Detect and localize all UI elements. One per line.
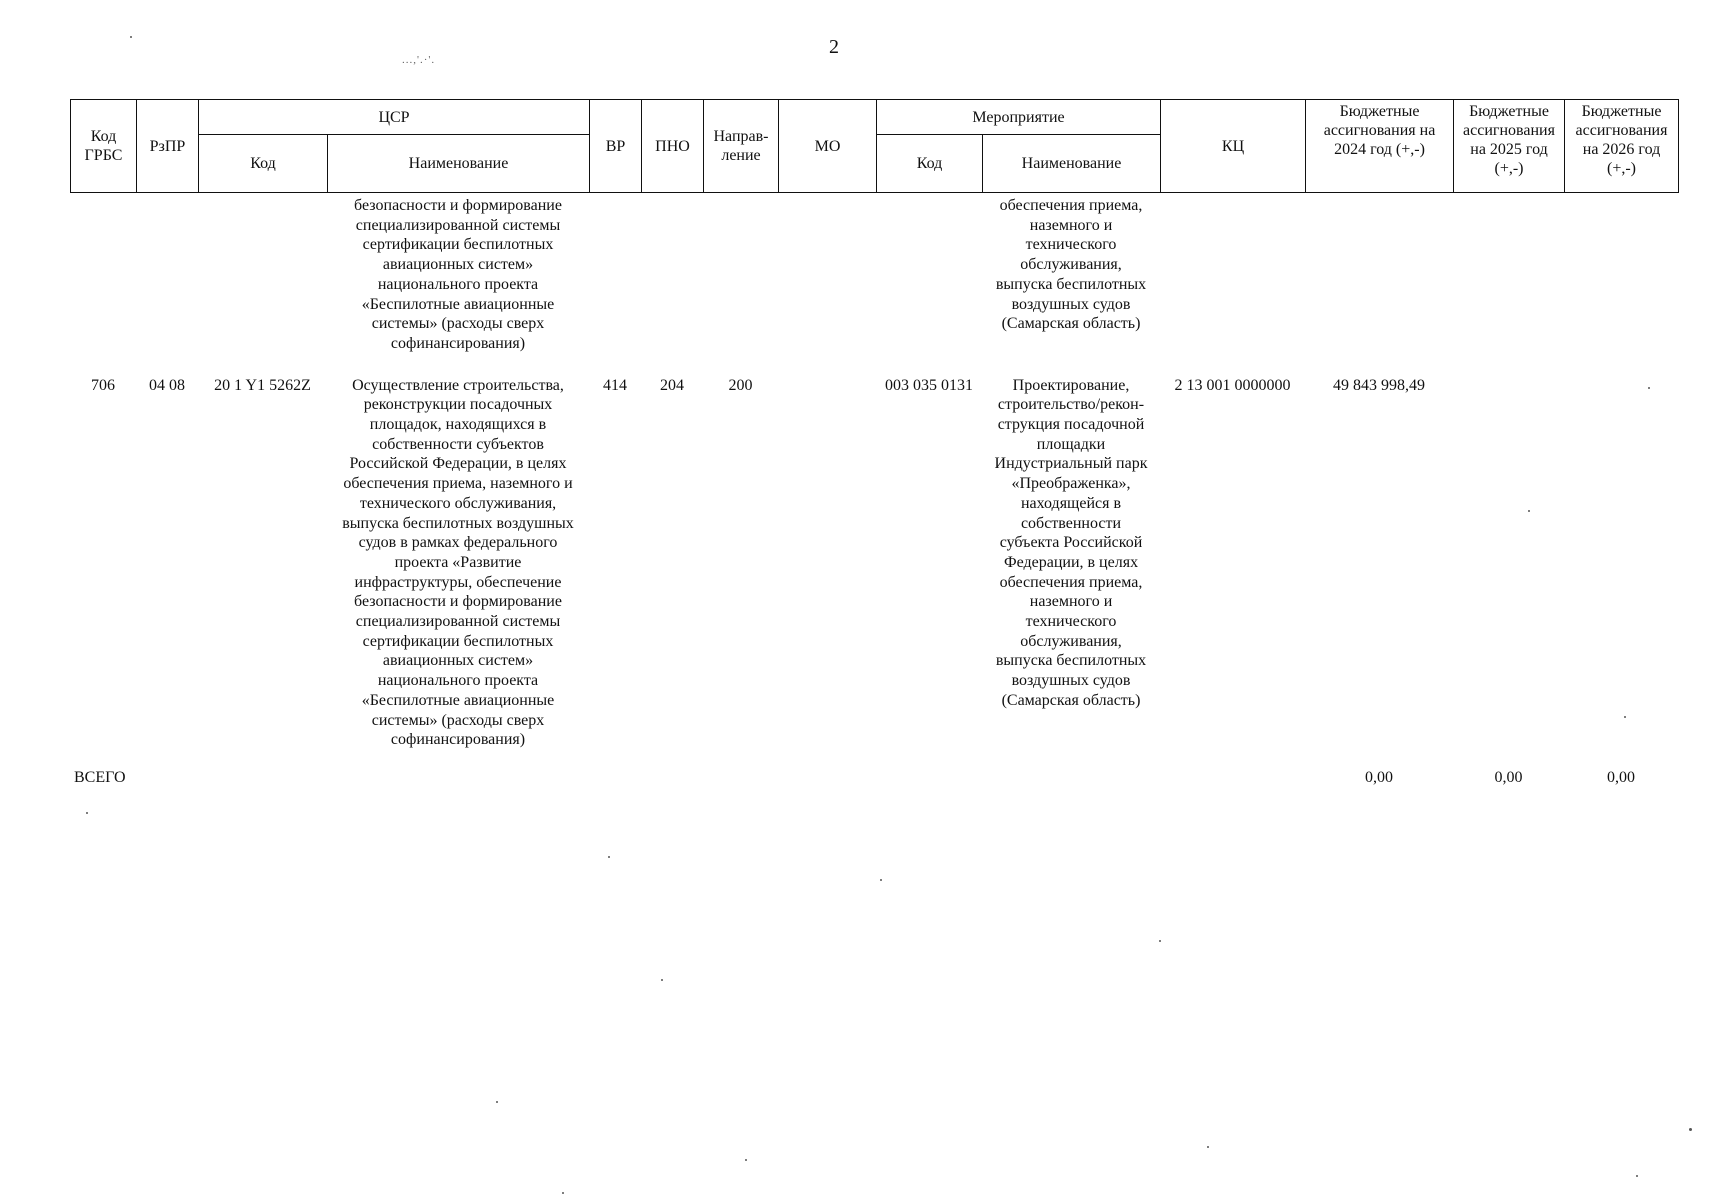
event-name-continued: обеспечения приема, наземного и технического обслуживания, выпуска беспилотных воздушных судов (Самарская область) — [995, 197, 1147, 333]
total-budget-2024: 0,00 — [1365, 768, 1393, 786]
header-event-name: Наименование — [983, 135, 1161, 193]
header-csr-name: Наименование — [328, 135, 590, 193]
cell-kc: 2 13 001 0000000 — [1174, 376, 1291, 394]
header-event-code: Код — [877, 135, 983, 193]
cell-rzpr: 04 08 — [149, 376, 185, 394]
scan-speck — [130, 36, 132, 38]
scan-speck — [1689, 1128, 1692, 1131]
scan-speck — [1636, 1175, 1638, 1177]
scan-speck — [86, 812, 88, 814]
budget-table-header — [70, 99, 1679, 193]
scan-speck — [880, 879, 882, 881]
cell-event-name: Проектирование, строительство/рекон- струкция посадочной площадки Индустриальный парк «Преображенка», находящейся в собственности субъекта Российской Федерации, в целях обеспечения приема, наземного и технического обслуживания, выпуска беспилотных воздушных судов (Самарская область) — [994, 376, 1148, 709]
header-budget-2025: Бюджетные ассигнования на 2025 год (+,-) — [1454, 100, 1565, 193]
total-budget-2025: 0,00 — [1494, 768, 1523, 786]
cell-event-code: 003 035 0131 — [885, 376, 973, 394]
table-row — [70, 376, 1678, 750]
cell-grbs: 706 — [91, 376, 115, 394]
scan-mark: ...,'.·'. — [402, 54, 436, 66]
csr-name-continued: безопасности и формирование специализированной системы сертификации беспилотных авиационных систем» национального проекта «Беспилотные авиационные системы» (расходы сверх софинансирования) — [354, 197, 562, 352]
cell-csr-code: 20 1 Y1 5262Z — [214, 376, 311, 394]
cell-pno: 204 — [660, 376, 684, 394]
header-vr: ВР — [590, 100, 642, 193]
scan-speck — [1207, 1146, 1209, 1148]
cell-csr-name: Осуществление строительства, реконструкции посадочных площадок, находящихся в собственности субъектов Российской Федерации, в целях обеспечения приема, наземного и технического обслуживания, выпуска беспилотных воздушных судов в рамках федерального проекта «Развитие инфраструктуры, обеспечение безопасности и формирование специализированной системы сертификации беспилотных авиационных систем» национального проекта «Беспилотные авиационные системы» (расходы сверх софинансирования) — [342, 376, 574, 749]
cell-vr: 414 — [603, 376, 627, 394]
scan-speck — [661, 979, 663, 981]
total-budget-2026: 0,00 — [1607, 768, 1635, 786]
header-rzpr: РзПР — [137, 100, 199, 193]
header-pno: ПНО — [642, 100, 704, 193]
cell-budget-2025 — [1453, 376, 1564, 750]
scan-speck — [608, 856, 610, 858]
header-kc: КЦ — [1161, 100, 1306, 193]
scan-speck — [745, 1159, 747, 1161]
header-csr-group: ЦСР — [199, 100, 590, 135]
cell-mo — [778, 376, 876, 750]
cell-budget-2026 — [1564, 376, 1678, 750]
table-row-continued — [70, 196, 1678, 354]
scan-speck — [562, 1192, 564, 1194]
header-mo: МО — [779, 100, 877, 193]
header-budget-2024: Бюджетные ассигнования на 2024 год (+,-) — [1306, 100, 1454, 193]
cell-direction: 200 — [728, 376, 753, 394]
header-csr-code: Код — [199, 135, 328, 193]
header-budget-2026: Бюджетные ассигнования на 2026 год (+,-) — [1565, 100, 1679, 193]
page-number: 2 — [829, 36, 839, 58]
header-grbs: Код ГРБС — [71, 100, 137, 193]
total-label: ВСЕГО — [74, 768, 126, 786]
header-direction: Направ- ление — [704, 100, 779, 193]
total-row — [70, 750, 1678, 788]
budget-table-body — [70, 196, 1678, 788]
scan-speck — [1159, 940, 1161, 942]
cell-budget-2024: 49 843 998,49 — [1333, 376, 1425, 394]
header-event-group: Мероприятие — [877, 100, 1161, 135]
scan-speck — [496, 1101, 498, 1103]
